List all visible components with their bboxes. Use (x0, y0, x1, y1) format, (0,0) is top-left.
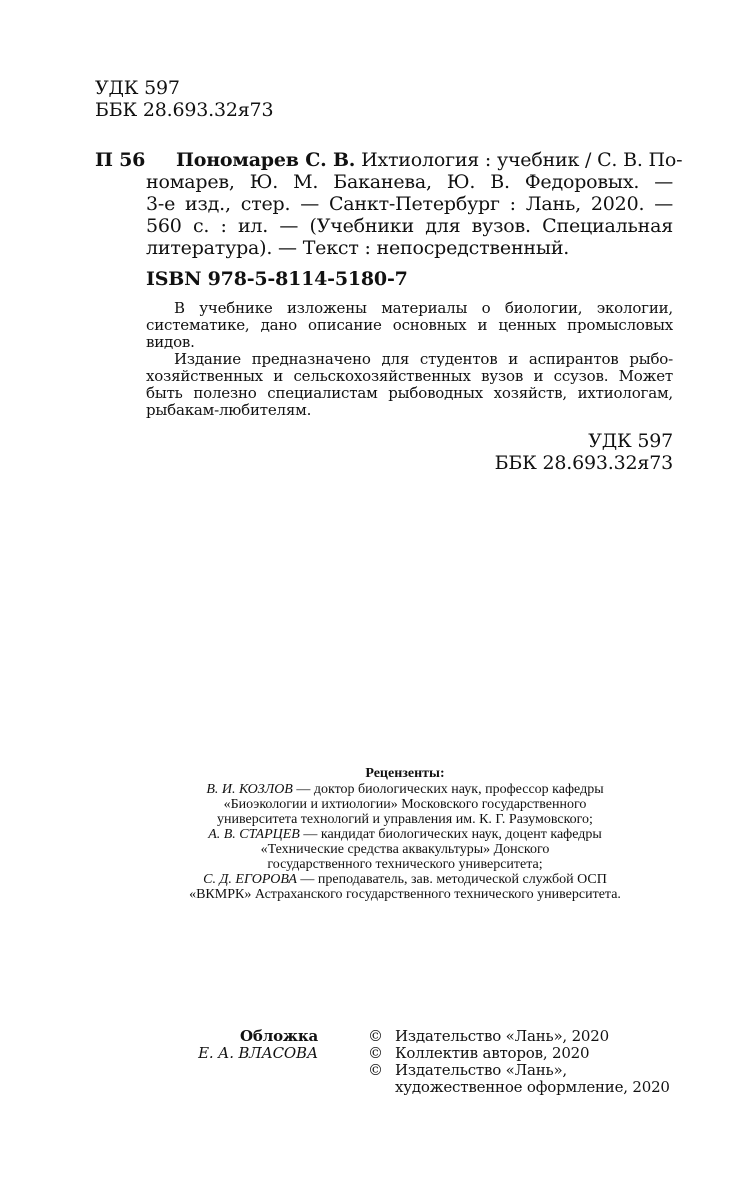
copyright-line-2: Коллектив авторов, 2020 (395, 1044, 590, 1062)
catalog-code: П 56 (95, 149, 146, 171)
cover-credit (150, 1028, 318, 1062)
reviewer-1-name: В. И. КОЗЛОВ (206, 782, 293, 797)
reviewer-1-line-3: университета технологий и управления им. К. Г. Разумовского; (217, 812, 593, 827)
udk-footer (420, 430, 673, 474)
annotation (146, 300, 673, 419)
reviewer-3-line-1: С. Д. ЕГОРОВА — преподаватель, зав. методической службой ОСП (203, 872, 607, 887)
copyright-symbol-2: © (368, 1044, 383, 1062)
udk-code: УДК 597 (95, 77, 180, 99)
bbk-code: ББК 28.693.32я73 (95, 99, 274, 121)
reviewer-1-line-2: «Биоэкологии и ихтиологии» Московского государственного (223, 797, 587, 812)
record-line-5: литература). — Текст : непосредственный. (146, 237, 570, 259)
record-title: Ихтиология : учебник / С. В. По- (361, 149, 683, 171)
copyright-symbol-1: © (368, 1027, 383, 1045)
annotation-p2-line-4: рыбакам-любителям. (146, 401, 312, 419)
annotation-p2-line-3: быть полезно специалистам рыбоводных хозяйств, ихтиологам, (146, 384, 673, 402)
reviewers (100, 766, 710, 902)
bibliographic-record (176, 149, 683, 171)
copyright-symbols (368, 1028, 383, 1079)
bbk-code-footer: ББК 28.693.32я73 (494, 452, 673, 474)
record-line-2: номарев, Ю. М. Баканева, Ю. В. Федоровых. — (146, 171, 673, 193)
copyright-line-3b: художественное оформление, 2020 (395, 1078, 670, 1096)
cover-label: Обложка (240, 1027, 318, 1045)
cover-artist: Е. А. ВЛАСОВА (198, 1044, 318, 1062)
copyright-symbol-3: © (368, 1061, 383, 1079)
isbn: ISBN 978-5-8114-5180-7 (146, 268, 408, 290)
annotation-p2-line-1: Издание предназначено для студентов и аспирантов рыбо- (174, 350, 673, 368)
reviewer-3-line-2: «ВКМРК» Астраханского государственного технического университета. (189, 887, 621, 902)
record-line-1 (176, 149, 683, 171)
reviewer-2-line-2: «Технические средства аквакультуры» Донского (260, 842, 550, 857)
udk-code-footer: УДК 597 (588, 430, 673, 452)
annotation-p1-line-3: видов. (146, 333, 195, 351)
reviewer-2-line-1: А. В. СТАРЦЕВ — кандидат биологических наук, доцент кафедры (208, 827, 602, 842)
bibliographic-record-cont (146, 171, 673, 259)
copyright-line-1: Издательство «Лань», 2020 (395, 1027, 609, 1045)
record-author: Пономарев С. В. (176, 149, 356, 171)
reviewer-2-line-3: государственного технического университета; (267, 857, 543, 872)
copyright-notices (395, 1028, 670, 1096)
reviewer-1-line-1: В. И. КОЗЛОВ — доктор биологических наук, профессор кафедры (206, 782, 604, 797)
reviewers-title: Рецензенты: (365, 766, 445, 781)
reviewer-2-name: А. В. СТАРЦЕВ (208, 827, 300, 842)
record-line-3: 3-е изд., стер. — Санкт-Петербург : Лань, 2020. — (146, 193, 673, 215)
annotation-p1-line-2: систематике, дано описание основных и ценных промысловых (146, 316, 673, 334)
udk-header (95, 77, 273, 121)
copyright-line-3a: Издательство «Лань», (395, 1061, 568, 1079)
annotation-p2-line-2: хозяйственных и сельскохозяйственных вузов и ссузов. Может (146, 367, 673, 385)
record-line-4: 560 с. : ил. — (Учебники для вузов. Специальная (146, 215, 673, 237)
reviewer-3-name: С. Д. ЕГОРОВА (203, 872, 297, 887)
annotation-p1-line-1: В учебнике изложены материалы о биологии, экологии, (174, 299, 673, 317)
